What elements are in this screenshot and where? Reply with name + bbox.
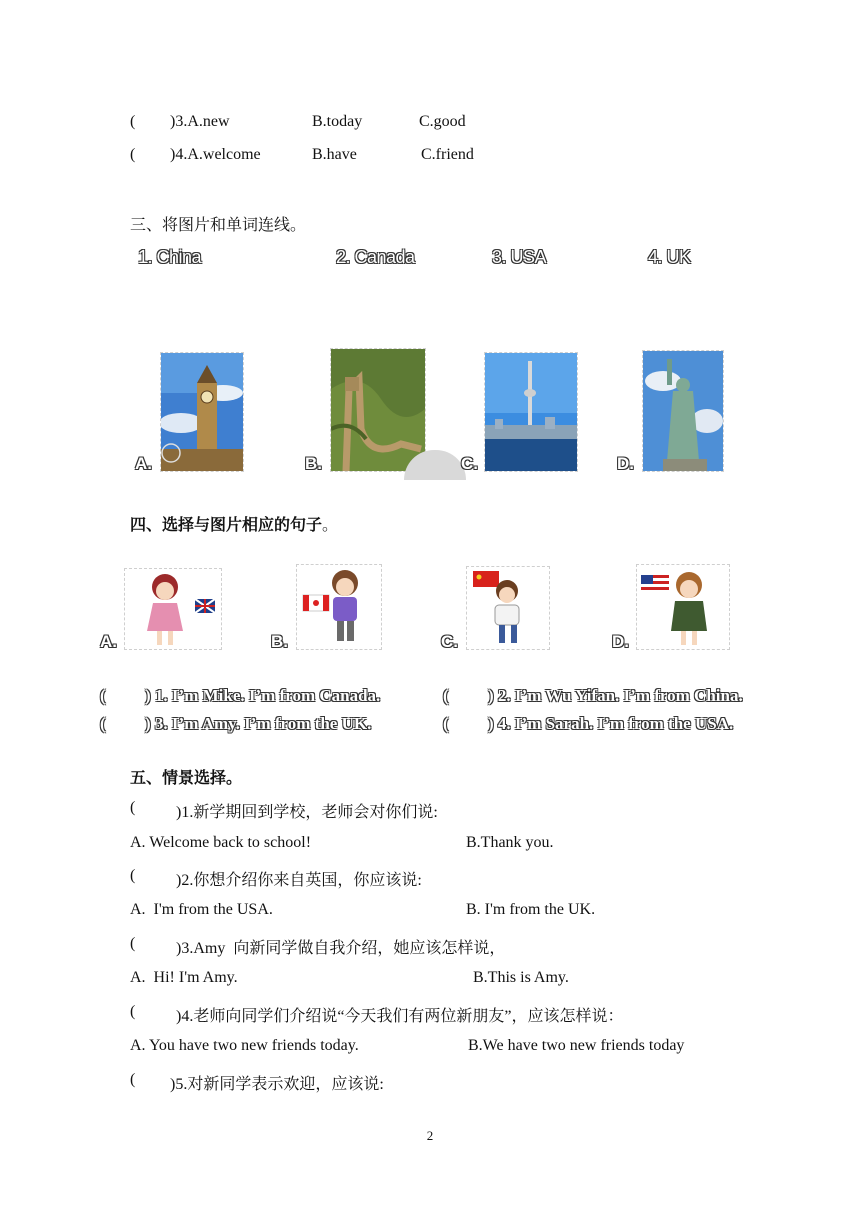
girl-uk-flag-icon — [125, 569, 221, 649]
question-text: )1.新学期回到学校，老师会对你们说: — [176, 804, 438, 821]
picture-label-c: C. — [441, 632, 458, 651]
cn-tower-icon — [485, 353, 577, 471]
answer-paren[interactable]: ( — [130, 113, 136, 130]
section4-title-end: 。 — [322, 517, 339, 534]
word-uk: 4. UK — [648, 247, 691, 267]
boy-canada-flag-icon — [297, 565, 381, 649]
answer-paren[interactable]: ( — [130, 1071, 136, 1088]
option-a: )4.A.welcome — [170, 146, 261, 163]
boy-china-picture — [466, 566, 550, 650]
option-c: C.good — [419, 113, 466, 130]
answer-paren[interactable]: ( — [130, 935, 136, 952]
big-ben-icon — [161, 353, 243, 471]
sentence-1-paren[interactable]: ( — [100, 686, 106, 705]
section4-title — [130, 512, 338, 535]
sentence-2: ) 2. I’m Wu Yifan. I’m from China. — [488, 686, 743, 705]
answer-paren[interactable]: ( — [130, 799, 136, 816]
picture-label-c: C. — [461, 454, 478, 473]
boy-canada-picture — [296, 564, 382, 650]
option-a: )3.A.new — [170, 113, 230, 130]
sentence-4: ) 4. I’m Sarah. I’m from the USA. — [488, 714, 734, 733]
section4-title-text: 四、选择与图片相应的句子 — [130, 517, 323, 534]
picture-label-a: A. — [100, 632, 117, 651]
option-b: B.We have two new friends today — [468, 1037, 685, 1054]
great-wall-icon — [331, 349, 425, 471]
option-b: B.This is Amy. — [473, 969, 569, 986]
question-text: )2.你想介绍你来自英国，你应该说: — [176, 872, 422, 889]
option-b: B.have — [312, 146, 357, 163]
option-b: B.today — [312, 113, 363, 130]
section3-title: 三、将图片和单词连线。 — [130, 217, 307, 234]
picture-label-d: D. — [612, 632, 629, 651]
question-text: )4.老师向同学们介绍说“今天我们有两位新朋友”，应该怎样说： — [176, 1008, 624, 1025]
statue-of-liberty-icon — [643, 351, 723, 471]
sentence-4-paren[interactable]: ( — [443, 714, 449, 733]
option-a: A. I'm from the USA. — [130, 901, 273, 918]
option-b: B.Thank you. — [466, 834, 554, 851]
big-ben-picture — [160, 352, 244, 472]
option-a: A. Hi! I'm Amy. — [130, 969, 238, 986]
answer-paren[interactable]: ( — [130, 1003, 136, 1020]
section5-title: 五、情景选择。 — [130, 770, 243, 787]
girl-usa-flag-icon — [637, 565, 729, 649]
sentence-3-paren[interactable]: ( — [100, 714, 106, 733]
sentence-1: ) 1. I’m Mike. I’m from Canada. — [145, 686, 381, 705]
boy-china-flag-icon — [467, 567, 549, 649]
girl-usa-picture — [636, 564, 730, 650]
girl-uk-picture — [124, 568, 222, 650]
question-text: )5.对新同学表示欢迎，应该说: — [170, 1076, 384, 1093]
option-a: A. Welcome back to school! — [130, 834, 312, 851]
cn-tower-picture — [484, 352, 578, 472]
answer-paren[interactable]: ( — [130, 146, 136, 163]
picture-label-b: B. — [305, 454, 322, 473]
word-china: 1. China — [138, 247, 202, 267]
statue-of-liberty-picture — [642, 350, 724, 472]
question-text: )3.Amy 向新同学做自我介绍，她应该怎样说， — [176, 940, 506, 957]
option-b: B. I'm from the UK. — [466, 901, 596, 918]
picture-label-a: A. — [135, 454, 152, 473]
page-number: 2 — [426, 1128, 434, 1143]
great-wall-picture — [330, 348, 426, 472]
sentence-2-paren[interactable]: ( — [443, 686, 449, 705]
word-usa: 3. USA — [492, 247, 547, 267]
word-canada: 2. Canada — [336, 247, 415, 267]
answer-paren[interactable]: ( — [130, 867, 136, 884]
option-c: C.friend — [421, 146, 474, 163]
picture-label-d: D. — [617, 454, 634, 473]
picture-label-b: B. — [271, 632, 288, 651]
sentence-3: ) 3. I’m Amy. I’m from the UK. — [145, 714, 372, 733]
option-a: A. You have two new friends today. — [130, 1037, 359, 1054]
